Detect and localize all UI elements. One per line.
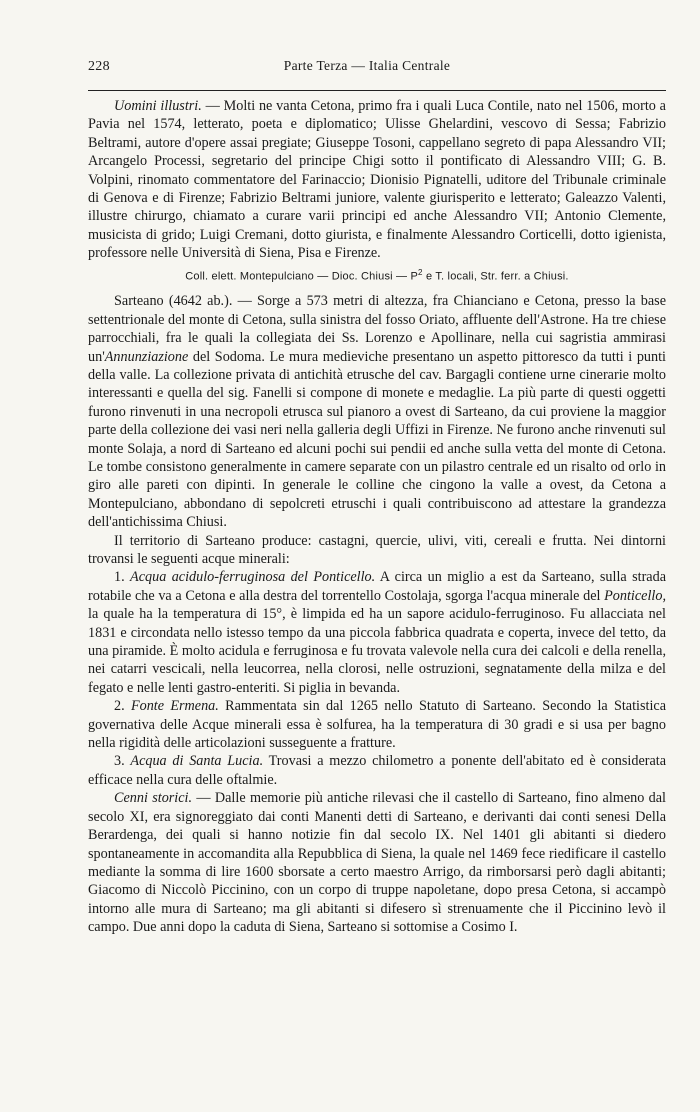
acqua2-title: Fonte Ermena. [130, 698, 219, 715]
page-number: 228 [88, 59, 110, 74]
sarteano-text-a: Sarteano (4642 ab.). — Sorge a 573 metri di altezza, fra Chianciano e Cetona, presso la base settentrionale del monte di Cetona, sulla sinistra del fosso Oriato, affluente dell'Astrone. Ha tre chiese parrocchiali, fra le quali la collegiata dei Ss. Lorenzo e Apollinare, nella cui sagristia ammirasi un' [88, 293, 666, 365]
collegio-after: e T. locali, Str. ferr. a Chiusi. [422, 270, 569, 283]
acqua3-title: Acqua di Santa Lucia. [130, 753, 264, 770]
cenni-heading: Cenni storici. [114, 790, 193, 807]
acqua1-text-b: la quale ha la temperatura di 15°, è limpida ed ha un sapore acidulo-ferruginoso. Fu allacciata nel 1831 e circondata nello istesso tempo da una piccola fabbrica quadrata e coperta, invece del tetto, da una piramide. È molto acidula e ferruginosa e fu trovata valevole nella cura dei calcoli e della renella, nei catarri vescicali, nella leucorrea, nella clorosi, nelle ostruzioni, segnatamente della milza e del fegato e nelle lenti gastro-enteriti. Si piglia in bevanda. [88, 606, 666, 696]
uomini-text: — Molti ne vanta Cetona, primo fra i quali Luca Contile, nato nel 1506, morto a Pavia nel 1574, letterato, poeta e diplomatico; Ulisse Ghelardini, vescovo di Sessa; Fabrizio Beltrami, autore d'opere assai pregiate; Giuseppe Tosoni, cappellano segreto di papa Alessandro VII; Arcangelo Processi, segretario del principe Chigi sotto il pontificato di Alessandro VIII; G. B. Volpini, rinomato commentatore del Farinaccio; Dionisio Pignatelli, uditore del Tribunale criminale di Genova e di Firenze; Fabrizio Beltrami juniore, valente giurisperito e letterato; Galeazzo Valenti, illustre chirurgo, chiamato a curare varii principi ed anche Alessandro VII; Antonio Clemente, musicista di grido; Luigi Cremani, dotto giurista, e finalmente Alessandro Corticelli, dotto igienista, professore nelle Università di Siena, Pisa e Firenze. [88, 98, 666, 262]
acqua2-num: 2. [114, 698, 131, 715]
header-rule [88, 90, 666, 91]
paragraph-territorio: Il territorio di Sarteano produce: castagni, quercie, ulivi, viti, cereali e frutta. Nei dintorni trovansi le seguenti acque minerali: [88, 532, 666, 567]
acqua3-num: 3. [114, 753, 131, 770]
paragraph-cenni-storici [88, 789, 666, 936]
acqua3-text: Trovasi a mezzo chilometro a ponente dell'abitato ed è considerata efficace nella cura delle oftalmie. [88, 753, 667, 788]
paragraph-acqua-1 [88, 568, 666, 697]
paragraph-acqua-2 [88, 697, 666, 752]
paragraph-uomini-illustri [88, 97, 666, 263]
acqua1-ponticello: Ponticello, [604, 587, 666, 604]
sarteano-text-b: del Sodoma. Le mura medieviche presentano un aspetto pittoresco da tutti i punti della valle. La collezione privata di antichità etrusche del cav. Bargagli contiene urne cinerarie molto interessanti e quella del sig. Fanelli si compone di monete e medaglie. La più parte di questi oggetti furono rinvenuti in una necropoli etrusca sul pianoro a ovest di Sarteano, da cui proviene la maggior parte della collezione dei vasi neri nella galleria degli Uffizi in Firenze. Ne furono anche rinvenuti sul monte Solaja, a nord di Sarteano ed alcuni pochi sui pendii ed anche sulla vetta del monte di Cetona. Le tombe consistono generalmente in camere separate con un pilastro centrale ed un risalto od orlo in giro alle pareti con dipinti. In generale le colline che cingono la valle a ovest, da Cetona a Montepulciano, abbondano di sepolcreti etruschi i quali contribuiscono ad attestare la grandezza dell'antichissima Chiusi. [88, 348, 666, 531]
cenni-text: — Dalle memorie più antiche rilevasi che il castello di Sarteano, fino almeno dal secolo XI, era signoreggiato dai conti Manenti detti di Sarteano, e derivanti dai conti senesi Della Berardenga, dei quali si hanno notizie fin dal secolo IX. Nel 1401 gli abitanti si diedero spontaneamente in accomandita alla Repubblica di Siena, la quale nel 1469 fece riedificare il castello mediante la somma di lire 1600 sborsate a certo maestro Arrigo, da rimborsarsi però dagli abitanti; Giacomo di Niccolò Piccinino, con un corpo di truppe napoletane, dopo presa Cetona, si accampò intorno alle mura di Sarteano; ma gli abitanti si difesero sì strenuamente che il Piccinino levò il campo. Due anni dopo la caduta di Siena, Sarteano si sottomise a Cosimo I. [88, 790, 666, 936]
page [88, 58, 666, 937]
collegio-before: Coll. elett. Montepulciano — Dioc. Chiusi — P [185, 270, 419, 283]
annunziazione-title: Annunziazione [104, 348, 189, 365]
page-header [88, 58, 666, 84]
collegio-line [88, 265, 666, 285]
collegio-sup: 2 [418, 267, 423, 277]
running-title: Parte Terza — Italia Centrale [283, 58, 451, 73]
acqua1-text-a: A circa un miglio a est da Sarteano, sulla strada rotabile che va a Cetona e alla destra del torrentello Costolaja, sgorga l'acqua minerale del [88, 569, 666, 604]
paragraph-sarteano [88, 292, 666, 531]
uomini-heading: Uomini illustri. [114, 98, 202, 114]
acqua1-num: 1. [114, 569, 131, 586]
paragraph-acqua-3 [88, 752, 666, 789]
acqua2-text: Rammentata sin dal 1265 nello Statuto di Sarteano. Secondo la Statistica governativa delle Acque minerali essa è solfurea, ha la temperatura di 30 gradi e si usa per bagno nella rigidità delle articolazioni susseguente a fratture. [88, 698, 666, 752]
acqua1-title: Acqua acidulo-ferruginosa del Ponticello. [130, 569, 376, 586]
